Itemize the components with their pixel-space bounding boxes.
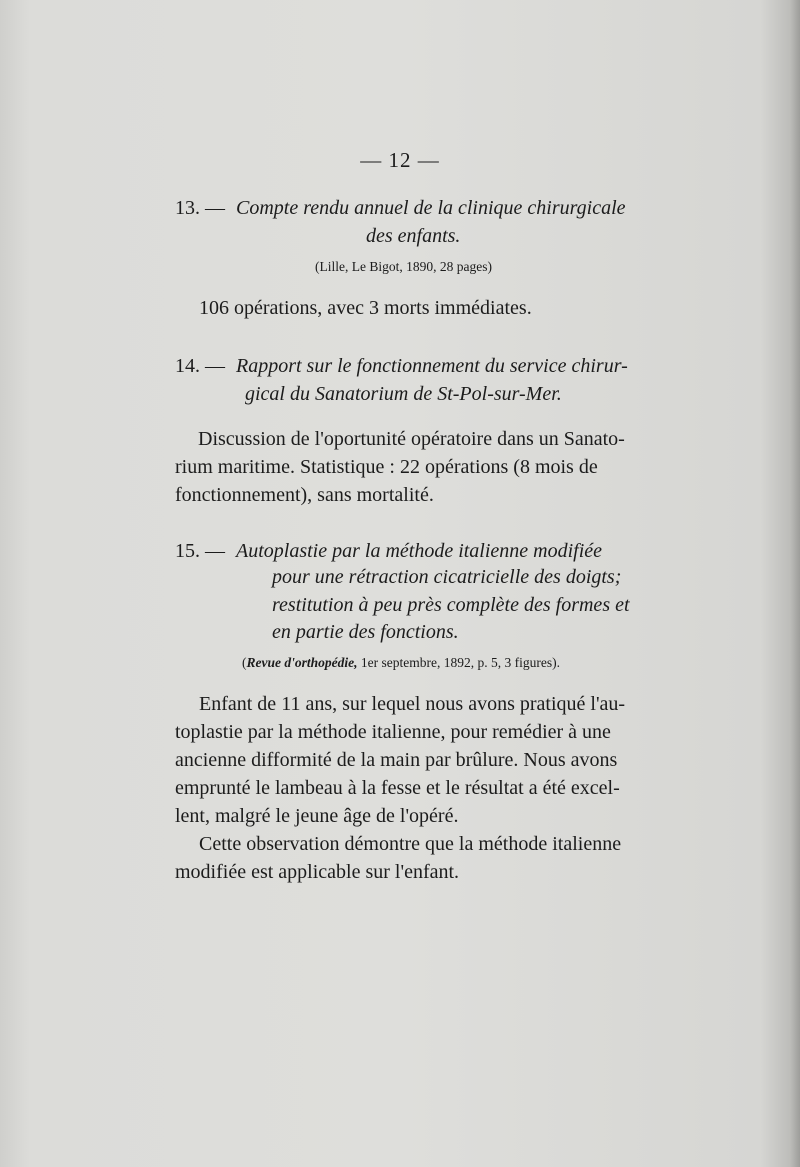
entry-source: (Revue d'orthopédie, 1er septembre, 1892, p. 5, 3 figures). xyxy=(242,655,560,670)
entry-title-line: des enfants. xyxy=(366,225,461,247)
entry-body-line: toplastie par la méthode italienne, pour remédier à une xyxy=(175,721,611,743)
source-journal: Revue d'orthopédie, xyxy=(246,655,358,670)
entry-body-line: Enfant de 11 ans, sur lequel nous avons pratiqué l'au- xyxy=(199,693,626,715)
source-details: 1er septembre, 1892, p. 5, 3 figures). xyxy=(357,655,560,670)
entry-number: 15. — xyxy=(175,540,225,562)
entry-title-line: Autoplastie par la méthode italienne modifiée xyxy=(236,540,603,562)
entry-body-line: lent, malgré le jeune âge de l'opéré. xyxy=(175,805,459,827)
entry-title-line: gical du Sanatorium de St-Pol-sur-Mer. xyxy=(245,383,562,405)
entry-body-line: 106 opérations, avec 3 morts immédiates. xyxy=(199,297,532,319)
entry-body-line: Cette observation démontre que la méthode italienne xyxy=(199,833,622,855)
entry-body-line: modifiée est applicable sur l'enfant. xyxy=(175,861,460,883)
entry-title-line: pour une rétraction cicatricielle des doigts; xyxy=(272,566,622,588)
entry-title-line: en partie des fonctions. xyxy=(272,621,459,643)
entry-body-line: rium maritime. Statistique : 22 opérations (8 mois de xyxy=(175,456,598,478)
entry-title-line: Rapport sur le fonctionnement du service chirur- xyxy=(236,355,628,377)
entry-body-line: fonctionnement), sans mortalité. xyxy=(175,484,434,506)
entry-number: 13. — xyxy=(175,197,225,219)
entry-title-line: restitution à peu près complète des formes et xyxy=(272,594,630,616)
entry-number: 14. — xyxy=(175,355,225,377)
entry-body-line: Discussion de l'oportunité opératoire dans un Sanato- xyxy=(198,428,625,450)
entry-source: (Lille, Le Bigot, 1890, 28 pages) xyxy=(315,259,492,274)
entry-body-line: ancienne difformité de la main par brûlure. Nous avons xyxy=(175,749,618,771)
page-number: — 12 — xyxy=(360,148,440,172)
entry-title-line: Compte rendu annuel de la clinique chirurgicale xyxy=(236,197,626,219)
entry-body-line: emprunté le lambeau à la fesse et le résultat a été excel- xyxy=(175,777,620,799)
